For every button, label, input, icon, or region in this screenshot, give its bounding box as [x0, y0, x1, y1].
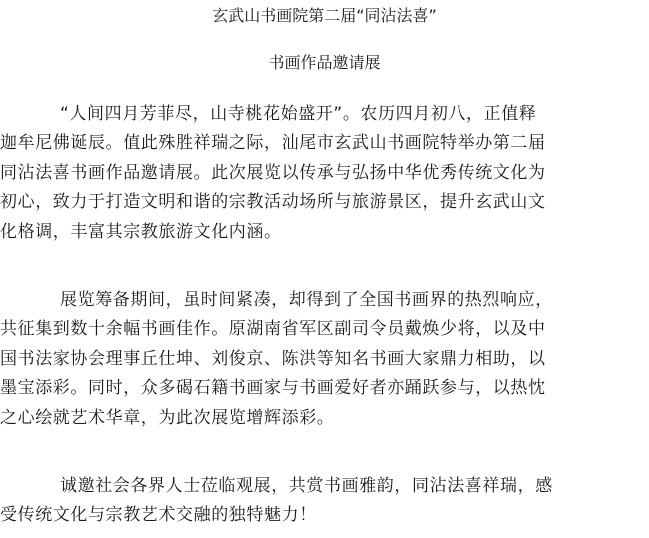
paragraph-line: 共征集到数十余幅书画佳作。原湖南省军区副司令员戴焕少将，以及中	[0, 319, 546, 340]
document-title: 玄武山书画院第二届“同沾法喜”	[212, 6, 437, 25]
paragraph-line: 展览筹备期间，虽时间紧凑，却得到了全国书画界的热烈响应，	[60, 290, 553, 310]
paragraph-3	[0, 472, 649, 531]
paragraph-1	[0, 100, 649, 247]
paragraph-line: “人间四月芳菲尽，山寺桃花始盛开”。农历四月初八，正值释	[60, 104, 537, 124]
paragraph-line: 国书法家协会理事丘仕坤、刘俊京、陈洪等知名书画大家鼎力相助，以	[0, 348, 546, 369]
paragraph-line: 墨宝添彩。同时，众多碣石籍书画家与书画爱好者亦踊跃参与，以热忱	[0, 378, 546, 399]
paragraph-line: 同沾法喜书画作品邀请展。此次展览以传承与弘扬中华优秀传统文化为	[0, 162, 546, 183]
paragraph-2	[0, 286, 649, 433]
paragraph-line: 之心绘就艺术华章，为此次展览增辉添彩。	[0, 407, 335, 428]
paragraph-line: 初心，致力于打造文明和谐的宗教活动场所与旅游景区，提升玄武山文	[0, 192, 546, 213]
paragraph-line: 迦牟尼佛诞辰。值此殊胜祥瑞之际，汕尾市玄武山书画院特举办第二届	[0, 133, 546, 154]
paragraph-line: 诚邀社会各界人士莅临观展，共赏书画雅韵，同沾法喜祥瑞，感	[60, 476, 553, 496]
paragraph-line: 受传统文化与宗教艺术交融的独特魅力！	[0, 505, 317, 526]
document-subtitle: 书画作品邀请展	[268, 53, 381, 72]
paragraph-line: 化格调，丰富其宗教旅游文化内涵。	[0, 221, 282, 242]
